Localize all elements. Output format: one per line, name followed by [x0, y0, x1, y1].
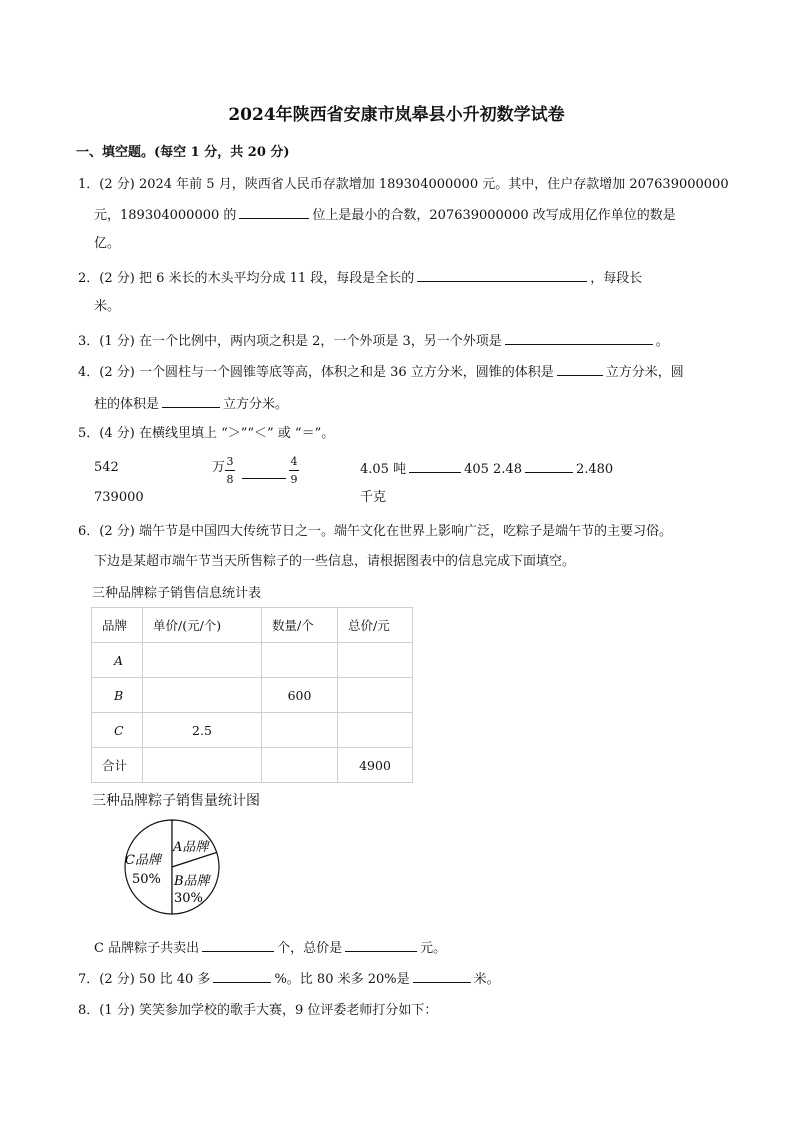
- q5-text-405a: 4.05 吨: [360, 462, 407, 477]
- table-cell: [262, 643, 338, 678]
- table-row: [92, 748, 413, 783]
- answer-blank[interactable]: [162, 394, 220, 408]
- table-cell: 600: [262, 678, 338, 713]
- question-2-text-a: 2．(2 分) 把 6 米长的木头平均分成 11 段，每段是全长的: [78, 271, 415, 286]
- question-6-text-b: 个，总价是: [277, 941, 343, 956]
- chart-title: 三种品牌粽子销售量统计图: [92, 793, 260, 809]
- answer-blank[interactable]: [242, 478, 286, 479]
- slice-value-c: 50%: [132, 872, 161, 887]
- table-cell: [143, 748, 262, 783]
- question-2-line-2: 米。: [94, 299, 121, 314]
- table-header-cell: 品牌: [92, 608, 143, 643]
- question-7: [78, 969, 500, 989]
- fraction-bar: [225, 470, 235, 471]
- question-2-text-b: ，每段长: [590, 271, 643, 286]
- table-row: [92, 678, 413, 713]
- q5-unit-qianke: 千克: [360, 490, 387, 505]
- table-cell: 合计: [92, 748, 143, 783]
- section-heading: 一、填空题。(每空 1 分，共 20 分): [76, 145, 290, 160]
- table-header-cell: 总价/元: [338, 608, 413, 643]
- fraction-bar: [289, 470, 299, 471]
- question-8: 8．(1 分) 笑笑参加学校的歌手大赛，9 位评委老师打分如下：: [78, 1003, 438, 1018]
- table-cell: 2.5: [143, 713, 262, 748]
- table-header-row: [92, 608, 413, 643]
- question-3-end: 。: [655, 334, 669, 349]
- table-row: [92, 643, 413, 678]
- question-4-text-a: 4．(2 分) 一个圆柱与一个圆锥等底等高，体积之和是 36 立方分米，圆锥的体积是: [78, 365, 554, 380]
- question-3-text: 3．(1 分) 在一个比例中，两内项之积是 2，一个外项是 3，另一个外项是: [78, 334, 502, 349]
- question-7-text-b: %。比 80 米多 20%是: [274, 972, 410, 987]
- table-header-cell: 数量/个: [262, 608, 338, 643]
- slice-label-c: C品牌: [125, 853, 161, 868]
- slice-value-b: 30%: [174, 891, 203, 906]
- table-cell: [338, 643, 413, 678]
- question-4-text-d: 立方分米。: [223, 397, 289, 412]
- fraction-4-9: [289, 455, 299, 486]
- question-4-text-b: 立方分米，圆: [605, 365, 684, 380]
- question-7-text-c: 米。: [473, 972, 500, 987]
- table-cell: C: [92, 713, 143, 748]
- fraction-numerator: 4: [290, 455, 298, 468]
- q5-text-2480: 2.480: [575, 462, 614, 477]
- question-1-line-3: 亿。: [94, 236, 121, 251]
- table-cell: B: [92, 678, 143, 713]
- q5-text-405b: 405 2.48: [464, 462, 522, 477]
- fraction-3-8: [225, 455, 235, 486]
- answer-blank[interactable]: [239, 205, 309, 219]
- table-cell: [143, 678, 262, 713]
- q5-compare-row: [360, 459, 613, 479]
- table-cell: [262, 713, 338, 748]
- question-3: [78, 331, 669, 351]
- table-title: 三种品牌粽子销售信息统计表: [92, 586, 262, 601]
- question-6-text-a: C 品牌粽子共卖出: [94, 941, 200, 956]
- fraction-denominator: 8: [226, 473, 234, 486]
- table-cell: A: [92, 643, 143, 678]
- answer-blank[interactable]: [557, 362, 603, 376]
- q5-value-739000: 739000: [94, 490, 144, 505]
- table-header-cell: 单价/(元/个): [143, 608, 262, 643]
- table-cell: [143, 643, 262, 678]
- sales-info-table: [91, 607, 413, 783]
- q5-unit-wan: 万: [212, 460, 226, 475]
- question-6-fill: [94, 938, 446, 958]
- question-6-text-c: 元。: [420, 941, 447, 956]
- pie-chart: [118, 815, 238, 919]
- table-cell: [338, 678, 413, 713]
- answer-blank[interactable]: [417, 268, 587, 282]
- table-cell: [338, 713, 413, 748]
- question-4-line-2: [94, 394, 288, 414]
- answer-blank[interactable]: [413, 969, 471, 983]
- answer-blank[interactable]: [213, 969, 271, 983]
- question-2-line-1: [78, 268, 642, 288]
- question-4-text-c: 柱的体积是: [94, 397, 160, 412]
- answer-blank[interactable]: [202, 938, 274, 952]
- answer-blank[interactable]: [409, 459, 461, 473]
- fraction-denominator: 9: [290, 473, 298, 486]
- slice-label-a: A品牌: [173, 840, 209, 855]
- table-row: [92, 713, 413, 748]
- question-1-text-b: 位上是最小的合数，207639000000 改写成用亿作单位的数是: [312, 208, 676, 223]
- answer-blank[interactable]: [525, 459, 573, 473]
- question-1-line-1: 1．(2 分) 2024 年前 5 月，陕西省人民币存款增加 189304000000 元。其中，住户存款增加 207639000000: [78, 177, 729, 192]
- question-6-line-1: 6．(2 分) 端午节是中国四大传统节日之一。端午文化在世界上影响广泛，吃粽子是端午节的主要习俗。: [78, 524, 672, 539]
- slice-label-b: B品牌: [174, 874, 210, 889]
- question-4-line-1: [78, 362, 684, 382]
- question-7-text-a: 7．(2 分) 50 比 40 多: [78, 972, 211, 987]
- table-cell: [262, 748, 338, 783]
- question-5-prompt: 5．(4 分) 在横线里填上 “＞”“＜” 或 “＝”。: [78, 426, 335, 441]
- answer-blank[interactable]: [505, 331, 653, 345]
- question-6-line-2: 下边是某超市端午节当天所售粽子的一些信息，请根据图表中的信息完成下面填空。: [94, 554, 576, 569]
- question-1-line-2: [94, 205, 676, 225]
- fraction-numerator: 3: [226, 455, 234, 468]
- table-cell: 4900: [338, 748, 413, 783]
- answer-blank[interactable]: [345, 938, 417, 952]
- question-1-text-a: 元，189304000000 的: [94, 208, 237, 223]
- q5-value-542: 542: [94, 460, 119, 475]
- page-title: 2024年陕西省安康市岚皋县小升初数学试卷: [228, 105, 565, 125]
